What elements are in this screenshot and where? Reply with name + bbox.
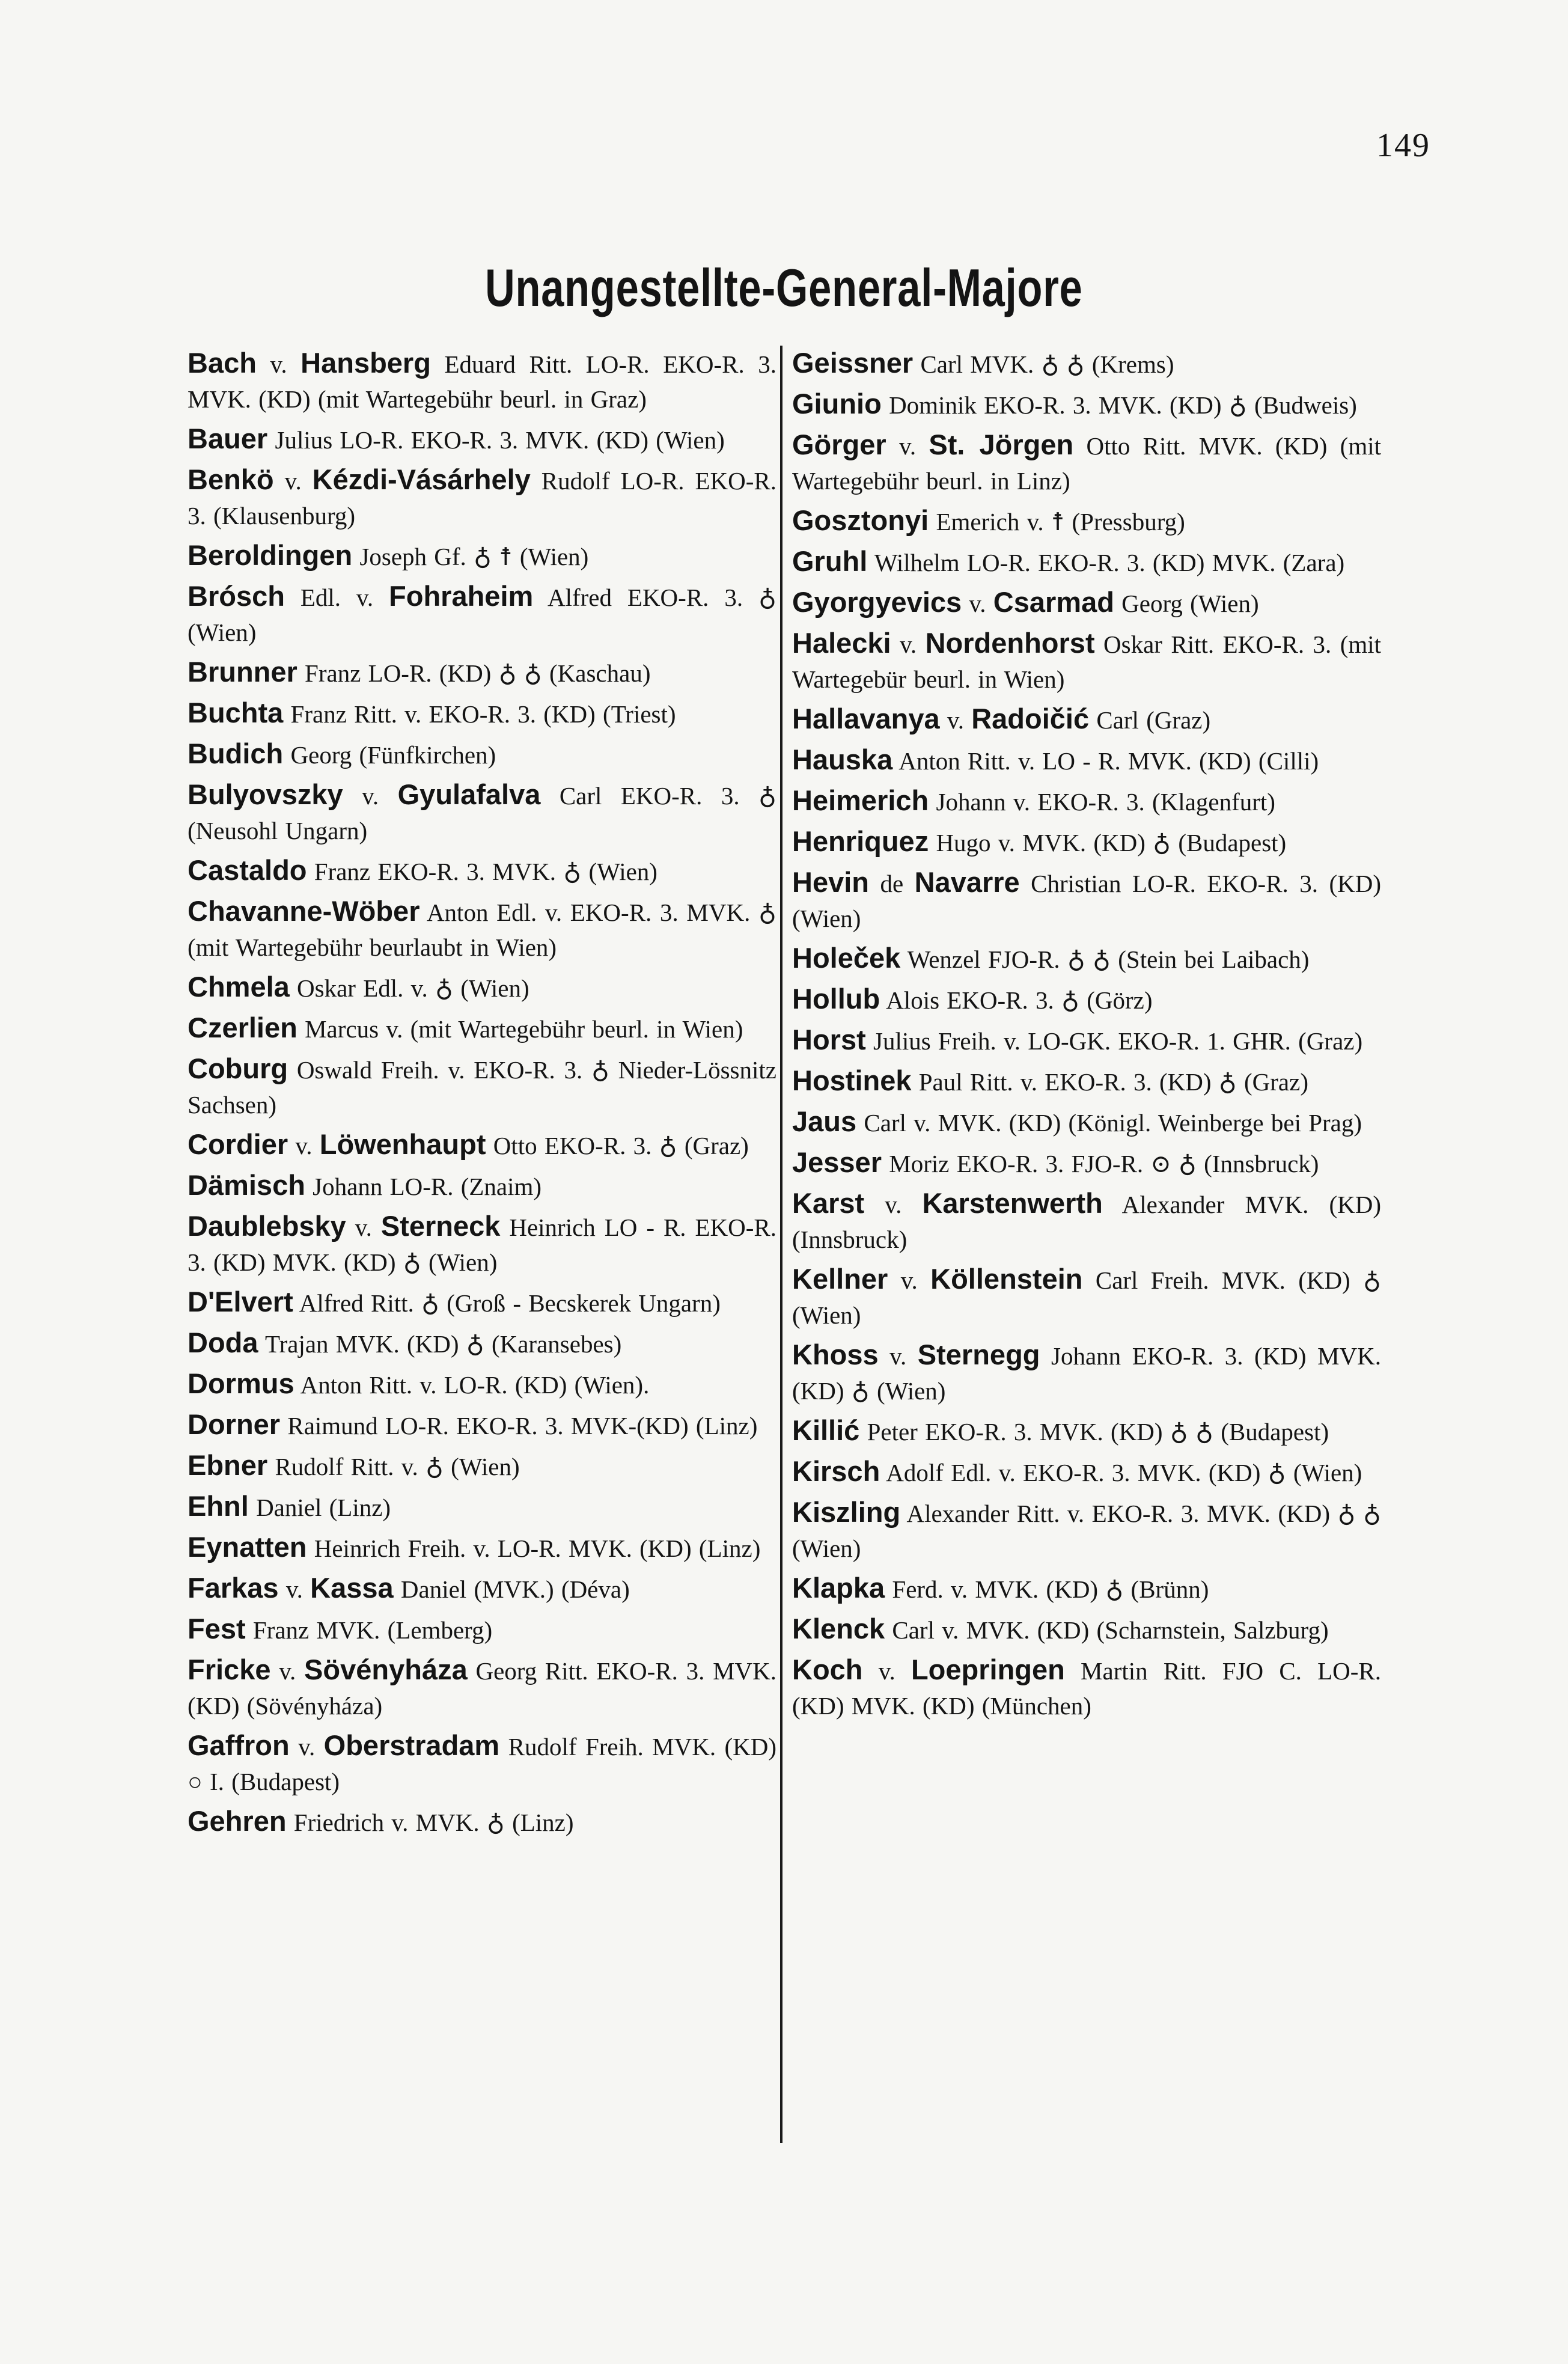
roster-entry: [188, 1407, 776, 1443]
entry-surname: Henriquez: [792, 825, 929, 857]
entry-surname: Ebner: [188, 1449, 268, 1481]
entry-surname: Bach: [188, 347, 257, 379]
entry-connector: v.: [285, 1575, 303, 1603]
entry-details: Adolf Edl. v. EKO-R. 3. MVK. (KD) ♁ (Wien): [886, 1459, 1362, 1486]
roster-entry: [188, 538, 776, 574]
roster-entry: [188, 736, 776, 772]
entry-details: Alexander MVK. (KD) (Innsbruck): [792, 1191, 1382, 1253]
entry-surname: Budich: [188, 738, 284, 769]
entry-connector: de: [880, 870, 904, 897]
entry-surname: Geissner: [792, 347, 914, 379]
entry-details: Carl v. MVK. (KD) (Königl. Weinberge bei Prag): [864, 1109, 1362, 1137]
entry-estate-name: Fohraheim: [389, 580, 534, 612]
entry-details: Franz Ritt. v. EKO-R. 3. (KD) (Triest): [290, 700, 676, 728]
entry-surname: Cordier: [188, 1128, 288, 1160]
roster-entry: [792, 1652, 1381, 1723]
entry-details: Rudolf LO-R. EKO-R. 3. (Klausenburg): [188, 467, 776, 530]
roster-entry: [188, 1804, 776, 1840]
roster-entry: [188, 695, 776, 731]
entry-connector: v.: [969, 590, 986, 617]
entry-connector: v.: [889, 1342, 907, 1370]
entry-connector: v.: [947, 706, 964, 734]
entry-surname: Bulyovszky: [188, 778, 343, 810]
entry-details: Otto Ritt. MVK. (KD) (mit Wartegebühr beurl. in Linz): [792, 432, 1382, 495]
entry-details: Alfred Ritt. ♁ (Groß - Becskerek Ungarn): [299, 1289, 721, 1317]
roster-entry: [792, 865, 1381, 936]
roster-entry: [792, 386, 1381, 423]
entry-details: Wenzel FJO-R. ♁ ♁ (Stein bei Laibach): [907, 945, 1310, 973]
roster-entry: [188, 970, 776, 1006]
entry-surname: Doda: [188, 1327, 258, 1358]
entry-details: Paul Ritt. v. EKO-R. 3. (KD) ♁ (Graz): [918, 1068, 1308, 1096]
entry-estate-name: Navarre: [914, 866, 1020, 898]
roster-entry: [188, 1010, 776, 1046]
entry-connector: v.: [900, 631, 917, 658]
entry-details: Moriz EKO-R. 3. FJO-R. ⊙ ♁ (Innsbruck): [889, 1150, 1319, 1177]
entry-surname: Ehnl: [188, 1490, 249, 1522]
entry-estate-name: Oberstradam: [323, 1729, 500, 1761]
entry-details: Oskar Edl. v. ♁ (Wien): [297, 974, 529, 1002]
roster-entry: [792, 1337, 1381, 1408]
entry-surname: Jesser: [792, 1146, 882, 1178]
entry-details: Georg (Fünfkirchen): [290, 741, 496, 769]
entry-surname: Halecki: [792, 627, 891, 659]
entry-details: Alfred EKO-R. 3. ♁ (Wien): [188, 584, 776, 646]
entry-surname: Farkas: [188, 1572, 279, 1604]
entry-details: Anton Edl. v. EKO-R. 3. MVK. ♁ (mit Wartegebühr beurlaubt in Wien): [188, 899, 776, 961]
entry-connector: v.: [279, 1657, 296, 1685]
entry-details: Christian LO-R. EKO-R. 3. (KD) (Wien): [792, 870, 1381, 932]
entry-estate-name: Sövényháza: [304, 1654, 468, 1685]
entry-details: Carl EKO-R. 3. ♁ (Neusohl Ungarn): [188, 782, 776, 845]
entry-surname: Kellner: [792, 1263, 888, 1295]
entry-details: Carl MVK. ♁ ♁ (Krems): [920, 350, 1174, 378]
entry-details: Friedrich v. MVK. ♁ (Linz): [293, 1809, 574, 1836]
entry-surname: Gosztonyi: [792, 504, 929, 536]
entry-estate-name: Karstenwerth: [922, 1187, 1103, 1219]
entry-details: Franz LO-R. (KD) ♁ ♁ (Kaschau): [305, 659, 651, 687]
entry-estate-name: Csarmad: [993, 586, 1114, 618]
column-divider: [780, 346, 782, 2143]
entry-connector: v.: [900, 1266, 918, 1294]
entry-surname: Brunner: [188, 656, 297, 688]
entry-estate-name: St. Jörgen: [929, 429, 1074, 460]
roster-entry: [188, 1209, 776, 1280]
left-column: [188, 346, 776, 1845]
entry-details: Hugo v. MVK. (KD) ♁ (Budapest): [936, 829, 1287, 857]
entry-details: Daniel (Linz): [256, 1494, 391, 1521]
roster-entry: [792, 701, 1381, 738]
roster-entry: [188, 894, 776, 965]
roster-entry: [792, 626, 1381, 697]
entry-connector: v.: [362, 782, 379, 810]
entry-surname: Heimerich: [792, 784, 929, 816]
entry-connector: v.: [284, 467, 302, 495]
entry-surname: Daublebsky: [188, 1210, 346, 1242]
entry-estate-name: Hansberg: [300, 347, 431, 379]
entry-surname: Gruhl: [792, 545, 868, 577]
entry-surname: Klapka: [792, 1572, 885, 1604]
entry-details: Ferd. v. MVK. (KD) ♁ (Brünn): [892, 1575, 1209, 1603]
entry-details: Heinrich Freih. v. LO-R. MVK. (KD) (Linz): [314, 1535, 761, 1562]
right-column: [792, 346, 1381, 1728]
roster-entry: [792, 742, 1381, 778]
roster-entry: [188, 655, 776, 691]
entry-estate-name: Kézdi-Vásárhely: [312, 463, 531, 495]
entry-details: Johann LO-R. (Znaim): [313, 1173, 542, 1200]
entry-estate-name: Kassa: [310, 1572, 394, 1604]
roster-entry: [792, 585, 1381, 621]
entry-details: Carl v. MVK. (KD) (Scharnstein, Salzburg): [892, 1616, 1329, 1644]
entry-details: Trajan MVK. (KD) ♁ (Karansebes): [265, 1330, 622, 1358]
entry-surname: Kiszling: [792, 1496, 901, 1528]
roster-entry: [188, 579, 776, 650]
entry-surname: Jaus: [792, 1105, 857, 1137]
page-title: Unangestellte-General-Majore: [485, 258, 1083, 317]
roster-entry: [792, 1104, 1381, 1140]
page-number: 149: [1376, 127, 1430, 164]
entry-surname: Benkö: [188, 463, 274, 495]
entry-details: Emerich v. ☨ (Pressburg): [936, 508, 1185, 536]
entry-estate-name: Radoičić: [971, 703, 1090, 735]
entry-details: Alois EKO-R. 3. ♁ (Görz): [886, 986, 1153, 1014]
entry-estate-name: Löwenhaupt: [319, 1128, 486, 1160]
roster-entry: [188, 346, 776, 417]
roster-entry: [188, 853, 776, 889]
entry-details: Georg Ritt. EKO-R. 3. MVK. (KD) (Sövényháza): [188, 1657, 777, 1720]
roster-entry: [188, 1448, 776, 1484]
entry-details: Otto EKO-R. 3. ♁ (Graz): [493, 1132, 749, 1159]
entry-surname: Killić: [792, 1414, 860, 1446]
entry-details: Wilhelm LO-R. EKO-R. 3. (KD) MVK. (Zara): [874, 549, 1345, 576]
entry-details: Raimund LO-R. EKO-R. 3. MVK-(KD) (Linz): [287, 1412, 758, 1440]
roster-entry: [188, 1652, 776, 1723]
entry-details: Joseph Gf. ♁ ☨ (Wien): [359, 543, 589, 570]
roster-entry: [188, 1168, 776, 1204]
entry-connector: v.: [898, 432, 917, 460]
entry-details: Marcus v. (mit Wartegebühr beurl. in Wien): [305, 1015, 743, 1043]
entry-connector: v.: [355, 1214, 372, 1241]
roster-entry: [792, 1262, 1381, 1333]
entry-surname: Eynatten: [188, 1531, 307, 1563]
entry-details: Rudolf Ritt. v. ♁ (Wien): [275, 1453, 520, 1480]
entry-connector: Edl. v.: [300, 584, 374, 611]
roster-entry: [188, 1051, 776, 1122]
roster-entry: [188, 1611, 776, 1648]
entry-details: Dominik EKO-R. 3. MVK. (KD) ♁ (Budweis): [889, 391, 1357, 419]
roster-entry: [792, 1454, 1381, 1490]
entry-surname: Görger: [792, 429, 886, 460]
entry-estate-name: Sterneck: [380, 1210, 501, 1242]
entry-surname: Hevin: [792, 866, 869, 898]
entry-connector: v.: [295, 1132, 313, 1159]
entry-surname: Dämisch: [188, 1169, 305, 1201]
roster-entry: [188, 421, 776, 457]
entry-surname: Fest: [188, 1613, 246, 1645]
entry-details: Heinrich LO - R. EKO-R. 3. (KD) MVK. (KD) ♁ (Wien): [188, 1214, 777, 1276]
entry-surname: Czerlien: [188, 1012, 297, 1043]
entry-details: Eduard Ritt. LO-R. EKO-R. 3. MVK. (KD) (mit Wartegebühr beurl. in Graz): [188, 350, 777, 413]
roster-entry: [188, 1728, 776, 1799]
entry-surname: Beroldingen: [188, 539, 353, 571]
roster-entry: [792, 1063, 1381, 1099]
roster-entry: [792, 1022, 1381, 1058]
entry-connector: v.: [885, 1191, 902, 1218]
roster-entry: [188, 1366, 776, 1402]
roster-entry: [188, 777, 776, 848]
entry-details: Anton Ritt. v. LO - R. MVK. (KD) (Cilli): [898, 747, 1319, 775]
entry-details: Rudolf Freih. MVK. (KD) ○ I. (Budapest): [188, 1733, 777, 1795]
roster-entry: [188, 1284, 776, 1321]
entry-details: Franz MVK. (Lemberg): [252, 1616, 493, 1644]
entry-estate-name: Loepringen: [911, 1654, 1065, 1685]
entry-surname: Hallavanya: [792, 703, 940, 735]
entry-details: Martin Ritt. FJO C. LO-R. (KD) MVK. (KD) (München): [792, 1657, 1382, 1720]
entry-surname: Bauer: [188, 423, 268, 454]
entry-connector: v.: [270, 350, 287, 378]
entry-details: Johann v. EKO-R. 3. (Klagenfurt): [936, 788, 1275, 816]
roster-entry: [792, 941, 1381, 977]
roster-entry: [792, 1145, 1381, 1181]
roster-entry: [188, 1571, 776, 1607]
roster-entry: [188, 1489, 776, 1525]
entry-details: Peter EKO-R. 3. MVK. (KD) ♁ ♁ (Budapest): [867, 1418, 1329, 1446]
entry-surname: Hostinek: [792, 1064, 912, 1096]
entry-estate-name: Köllenstein: [930, 1263, 1083, 1295]
entry-surname: Horst: [792, 1024, 866, 1055]
entry-details: Oskar Ritt. EKO-R. 3. (mit Wartegebür beurl. in Wien): [792, 631, 1382, 693]
entry-surname: Fricke: [188, 1654, 271, 1685]
entry-surname: Giunio: [792, 388, 882, 420]
entry-estate-name: Nordenhorst: [925, 627, 1095, 659]
entry-surname: Castaldo: [188, 854, 307, 886]
entry-surname: Dorner: [188, 1408, 281, 1440]
entry-details: Georg (Wien): [1121, 590, 1259, 617]
entry-details: Oswald Freih. v. EKO-R. 3. ♁ Nieder-Lössnitz Sachsen): [188, 1056, 776, 1119]
entry-surname: Chmela: [188, 971, 290, 1003]
entry-details: Julius Freih. v. LO-GK. EKO-R. 1. GHR. (Graz): [873, 1027, 1363, 1055]
roster-entry: [792, 982, 1381, 1018]
entry-details: Julius LO-R. EKO-R. 3. MVK. (KD) (Wien): [275, 426, 725, 454]
roster-entry: [188, 1127, 776, 1163]
entry-details: Anton Ritt. v. LO-R. (KD) (Wien).: [300, 1371, 650, 1399]
roster-entry: [792, 1413, 1381, 1449]
roster-entry: [792, 1571, 1381, 1607]
roster-entry: [792, 544, 1381, 580]
entry-surname: Holeček: [792, 942, 901, 974]
entry-connector: v.: [298, 1733, 316, 1761]
entry-surname: Khoss: [792, 1339, 879, 1370]
entry-surname: Gaffron: [188, 1729, 290, 1761]
roster-entry: [792, 824, 1381, 860]
roster-entry: [188, 1325, 776, 1361]
entry-details: Daniel (MVK.) (Déva): [400, 1575, 630, 1603]
entry-details: Carl (Graz): [1096, 706, 1211, 734]
entry-surname: D'Elvert: [188, 1286, 293, 1318]
entry-surname: Chavanne-Wöber: [188, 895, 420, 927]
entry-surname: Kirsch: [792, 1455, 880, 1487]
entry-surname: Koch: [792, 1654, 863, 1685]
entry-surname: Dormus: [188, 1367, 294, 1399]
roster-entry: [792, 1611, 1381, 1648]
roster-entry: [792, 783, 1381, 819]
entry-surname: Coburg: [188, 1052, 288, 1084]
roster-entry: [792, 427, 1381, 498]
entry-surname: Karst: [792, 1187, 865, 1219]
entry-details: Carl Freih. MVK. (KD) ♁ (Wien): [792, 1266, 1382, 1329]
entry-surname: Gyorgyevics: [792, 586, 962, 618]
roster-entry: [188, 462, 776, 533]
roster-entry: [792, 346, 1381, 382]
entry-surname: Hauska: [792, 744, 893, 775]
entry-estate-name: Sternegg: [917, 1339, 1040, 1370]
entry-estate-name: Gyulafalva: [397, 778, 541, 810]
entry-details: Johann EKO-R. 3. (KD) MVK. (KD) ♁ (Wien): [792, 1342, 1382, 1405]
entry-connector: v.: [878, 1657, 895, 1685]
entry-surname: Buchta: [188, 697, 284, 728]
entry-details: Franz EKO-R. 3. MVK. ♁ (Wien): [314, 858, 657, 885]
roster-entry: [792, 503, 1381, 539]
entry-surname: Klenck: [792, 1613, 885, 1645]
entry-details: Alexander Ritt. v. EKO-R. 3. MVK. (KD) ♁ ♁ (Wien): [792, 1500, 1381, 1562]
entry-surname: Brósch: [188, 580, 285, 612]
roster-entry: [792, 1495, 1381, 1566]
roster-entry: [792, 1186, 1381, 1257]
roster-entry: [188, 1530, 776, 1566]
entry-surname: Hollub: [792, 983, 880, 1015]
entry-surname: Gehren: [188, 1805, 287, 1837]
